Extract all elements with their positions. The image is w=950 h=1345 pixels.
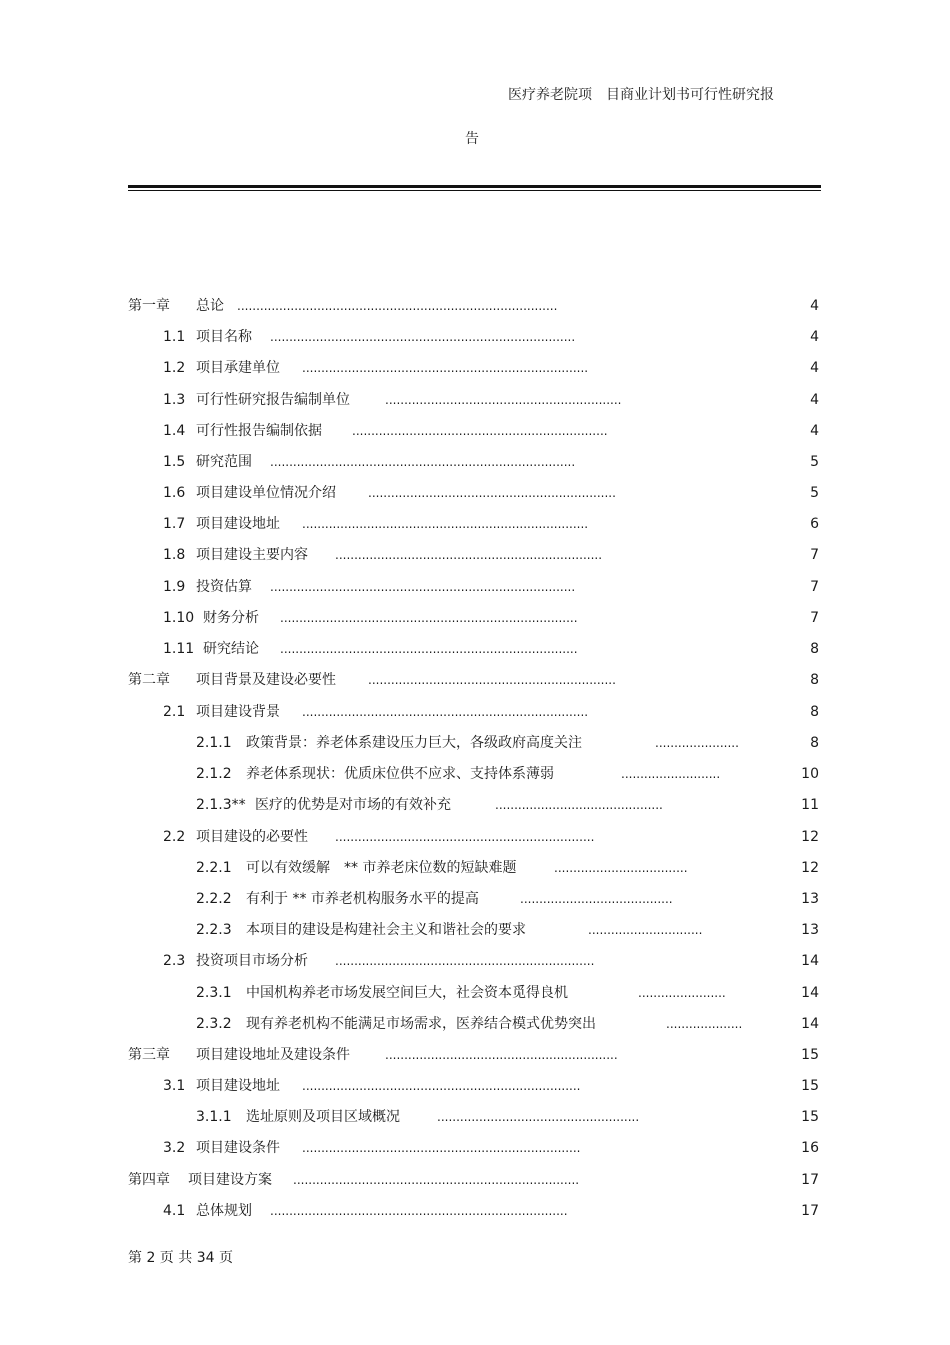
toc-entry-number: 1.6	[163, 485, 186, 501]
toc-entry-page: 14	[801, 985, 819, 1001]
toc-entry-number: 2.3	[163, 953, 186, 969]
toc-dot-leader: .............................................................	[385, 1048, 618, 1062]
toc-entry[interactable]	[0, 421, 950, 441]
toc-entry[interactable]	[0, 296, 950, 316]
toc-entry-title: 投资项目市场分析	[196, 953, 308, 969]
toc-entry[interactable]	[0, 764, 950, 784]
toc-dot-leader: ....................................................................	[335, 830, 595, 844]
toc-entry[interactable]	[0, 390, 950, 410]
toc-dot-leader: ................................................................................	[270, 580, 576, 594]
toc-entry-page: 16	[801, 1140, 819, 1156]
toc-dot-leader: ..............................................................................	[270, 1204, 568, 1218]
header-title-line1: 医疗养老院项 目商业计划书可行性研究报	[508, 87, 774, 103]
toc-entry-title: 总论	[196, 298, 224, 314]
toc-entry-number: 3.1	[163, 1078, 186, 1094]
toc-dot-leader: ...........................................................................	[302, 705, 589, 719]
toc-entry-number: 1.9	[163, 579, 186, 595]
toc-entry-title: 项目建设主要内容	[196, 547, 308, 563]
toc-entry-title: 项目建设条件	[196, 1140, 280, 1156]
header-title-line2: 告	[465, 131, 479, 147]
toc-entry-number: 第三章	[128, 1047, 170, 1063]
toc-entry-page: 5	[810, 485, 819, 501]
toc-entry-number: 第四章	[128, 1172, 170, 1188]
toc-dot-leader: ...................................................................	[352, 424, 608, 438]
toc-entry[interactable]	[0, 983, 950, 1003]
toc-dot-leader: ................................................................................	[270, 330, 576, 344]
toc-entry-page: 4	[810, 360, 819, 376]
toc-entry-page: 7	[810, 547, 819, 563]
toc-entry-number: 1.8	[163, 547, 186, 563]
toc-entry-page: 4	[810, 329, 819, 345]
toc-dot-leader: ...........................................................................	[302, 361, 589, 375]
header-rule-thick	[128, 185, 821, 188]
toc-dot-leader: ..............................................................................	[280, 611, 578, 625]
toc-dot-leader: ....................................................................................	[237, 299, 558, 313]
toc-entry[interactable]	[0, 577, 950, 597]
toc-entry-page: 13	[801, 922, 819, 938]
toc-entry-page: 13	[801, 891, 819, 907]
toc-entry[interactable]	[0, 827, 950, 847]
toc-entry-number: 2.1.2	[196, 766, 232, 782]
toc-entry-number: 2.1	[163, 704, 186, 720]
toc-entry[interactable]	[0, 920, 950, 940]
toc-entry-title: 医疗的优势是对市场的有效补充	[255, 797, 451, 813]
toc-dot-leader: .....................................................	[437, 1110, 640, 1124]
toc-entry-number: 3.2	[163, 1140, 186, 1156]
toc-entry-number: 1.4	[163, 423, 186, 439]
toc-entry[interactable]	[0, 1014, 950, 1034]
toc-entry-title: 项目建设背景	[196, 704, 280, 720]
toc-entry-page: 6	[810, 516, 819, 532]
toc-entry-page: 4	[810, 392, 819, 408]
toc-entry-number: 2.2	[163, 829, 186, 845]
toc-entry-page: 4	[810, 423, 819, 439]
toc-entry[interactable]	[0, 483, 950, 503]
toc-entry-page: 14	[801, 1016, 819, 1032]
toc-entry-page: 14	[801, 953, 819, 969]
toc-dot-leader: .................................................................	[368, 486, 616, 500]
toc-entry[interactable]	[0, 795, 950, 815]
toc-entry-title: 养老体系现状：优质床位供不应求、支持体系薄弱	[246, 766, 554, 782]
toc-dot-leader: .........................................................................	[302, 1141, 581, 1155]
toc-entry-page: 15	[801, 1109, 819, 1125]
toc-entry-title: 本项目的建设是构建社会主义和谐社会的要求	[246, 922, 526, 938]
toc-entry-page: 11	[801, 797, 819, 813]
toc-entry[interactable]	[0, 1045, 950, 1065]
toc-entry-title: 财务分析	[203, 610, 259, 626]
toc-entry-number: 第二章	[128, 672, 170, 688]
toc-dot-leader: ...................................	[554, 861, 688, 875]
toc-entry-number: 2.2.3	[196, 922, 232, 938]
toc-entry-page: 12	[801, 829, 819, 845]
toc-entry-number: 第一章	[128, 298, 170, 314]
toc-entry[interactable]	[0, 358, 950, 378]
toc-entry[interactable]	[0, 639, 950, 659]
toc-entry-title: 项目建设地址及建设条件	[196, 1047, 350, 1063]
toc-entry-number: 1.5	[163, 454, 186, 470]
toc-entry-number: 4.1	[163, 1203, 186, 1219]
toc-entry-page: 17	[801, 1172, 819, 1188]
toc-entry-title: 项目建设单位情况介绍	[196, 485, 336, 501]
header-rule-thin	[128, 190, 821, 191]
toc-dot-leader: .........................................................................	[302, 1079, 581, 1093]
toc-entry[interactable]	[0, 889, 950, 909]
toc-entry-title: 研究结论	[203, 641, 259, 657]
toc-entry-title: 投资估算	[196, 579, 252, 595]
toc-entry[interactable]	[0, 951, 950, 971]
toc-dot-leader: ..............................................................................	[280, 642, 578, 656]
toc-entry-title: 项目建设的必要性	[196, 829, 308, 845]
toc-entry-title: 有利于 ** 市养老机构服务水平的提高	[246, 891, 479, 907]
toc-entry-title: 可行性报告编制依据	[196, 423, 322, 439]
toc-entry-title: 项目建设地址	[196, 1078, 280, 1094]
toc-entry-title: 研究范围	[196, 454, 252, 470]
toc-entry[interactable]	[0, 733, 950, 753]
toc-entry-page: 8	[810, 704, 819, 720]
toc-dot-leader: ..............................	[588, 923, 703, 937]
toc-entry-page: 5	[810, 454, 819, 470]
toc-entry-page: 15	[801, 1078, 819, 1094]
toc-entry-title: 项目建设地址	[196, 516, 280, 532]
toc-entry-page: 8	[810, 641, 819, 657]
toc-dot-leader: ......................	[655, 736, 739, 750]
toc-dot-leader: ...........................................................................	[293, 1173, 580, 1187]
toc-entry-page: 15	[801, 1047, 819, 1063]
toc-dot-leader: ....................................................................	[335, 954, 595, 968]
toc-entry-title: 可行性研究报告编制单位	[196, 392, 350, 408]
toc-entry[interactable]	[0, 670, 950, 690]
toc-entry[interactable]	[0, 858, 950, 878]
toc-entry[interactable]	[0, 514, 950, 534]
toc-entry-number: 1.2	[163, 360, 186, 376]
page-footer: 第 2 页 共 34 页	[128, 1250, 233, 1266]
toc-entry-page: 4	[810, 298, 819, 314]
toc-dot-leader: ......................................................................	[335, 548, 603, 562]
toc-entry-title: 选址原则及项目区域概况	[246, 1109, 400, 1125]
toc-entry[interactable]	[0, 1076, 950, 1096]
toc-dot-leader: ...........................................................................	[302, 517, 589, 531]
toc-entry-page: 8	[810, 735, 819, 751]
toc-entry-number: 3.1.1	[196, 1109, 232, 1125]
toc-entry-number: 1.7	[163, 516, 186, 532]
toc-entry-title: 项目建设方案	[188, 1172, 272, 1188]
toc-entry-number: 2.2.2	[196, 891, 232, 907]
toc-entry-title: 项目背景及建设必要性	[196, 672, 336, 688]
toc-dot-leader: ............................................	[495, 798, 663, 812]
toc-entry[interactable]	[0, 1138, 950, 1158]
toc-entry-page: 12	[801, 860, 819, 876]
toc-entry-title: 总体规划	[196, 1203, 252, 1219]
toc-entry-number: 1.1	[163, 329, 186, 345]
toc-entry[interactable]	[0, 1170, 950, 1190]
toc-entry[interactable]	[0, 327, 950, 347]
toc-entry-number: 2.1.3**	[196, 797, 246, 813]
toc-entry[interactable]	[0, 452, 950, 472]
toc-dot-leader: ........................................	[520, 892, 673, 906]
toc-entry-number: 2.2.1	[196, 860, 232, 876]
toc-entry-number: 1.3	[163, 392, 186, 408]
toc-entry[interactable]	[0, 608, 950, 628]
toc-entry[interactable]	[0, 1201, 950, 1221]
toc-entry-title: 现有养老机构不能满足市场需求，医养结合模式优势突出	[246, 1016, 596, 1032]
toc-entry-title: 项目名称	[196, 329, 252, 345]
toc-entry-title: 政策背景：养老体系建设压力巨大，各级政府高度关注	[246, 735, 582, 751]
toc-dot-leader: ..............................................................	[385, 393, 622, 407]
toc-entry-page: 7	[810, 610, 819, 626]
toc-entry-page: 17	[801, 1203, 819, 1219]
toc-dot-leader: .......................	[638, 986, 726, 1000]
toc-entry[interactable]	[0, 702, 950, 722]
toc-entry[interactable]	[0, 1107, 950, 1127]
toc-entry-page: 8	[810, 672, 819, 688]
toc-entry-page: 10	[801, 766, 819, 782]
toc-dot-leader: ..........................	[621, 767, 721, 781]
toc-entry-number: 2.3.2	[196, 1016, 232, 1032]
toc-entry-page: 7	[810, 579, 819, 595]
toc-entry[interactable]	[0, 545, 950, 565]
toc-entry-number: 2.3.1	[196, 985, 232, 1001]
toc-entry-number: 2.1.1	[196, 735, 232, 751]
toc-dot-leader: ................................................................................	[270, 455, 576, 469]
toc-entry-title: 可以有效缓解 ** 市养老床位数的短缺难题	[246, 860, 517, 876]
toc-entry-number: 1.10	[163, 610, 195, 626]
toc-dot-leader: ....................	[666, 1017, 743, 1031]
toc-dot-leader: .................................................................	[368, 673, 616, 687]
toc-entry-title: 中国机构养老市场发展空间巨大，社会资本觅得良机	[246, 985, 568, 1001]
toc-entry-title: 项目承建单位	[196, 360, 280, 376]
toc-entry-number: 1.11	[163, 641, 195, 657]
